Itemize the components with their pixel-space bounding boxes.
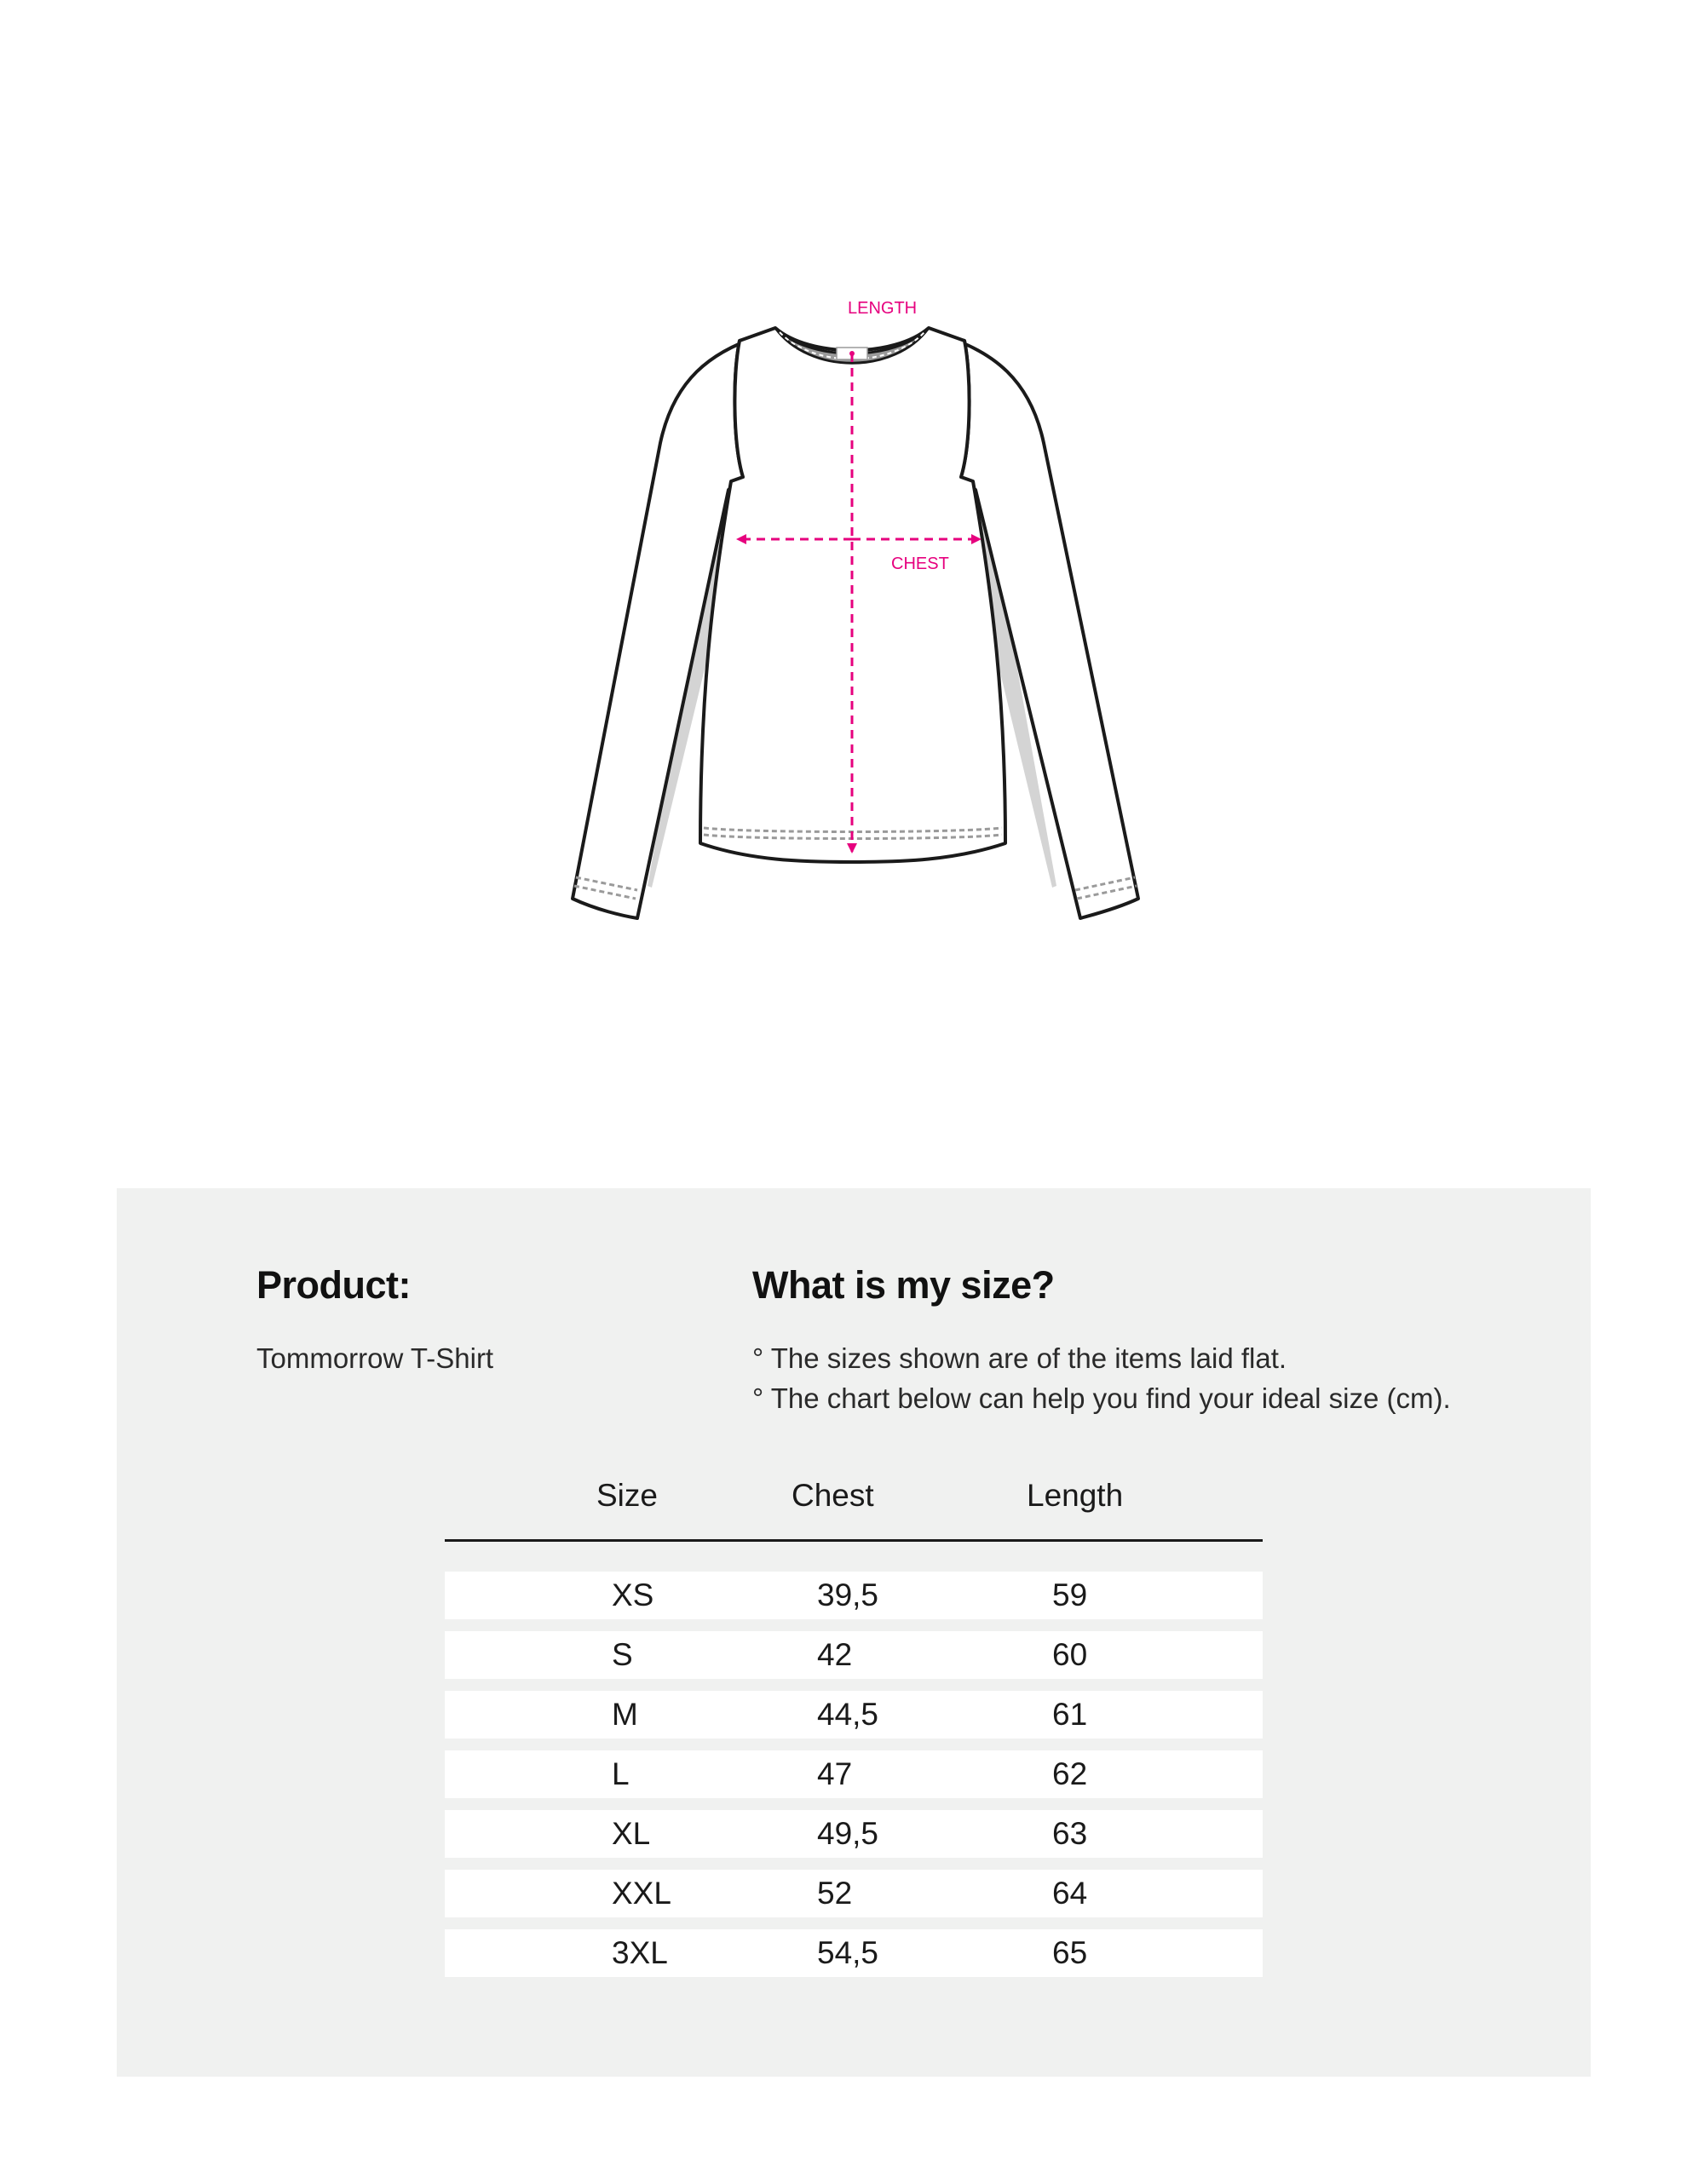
length-cell: 62 (1052, 1756, 1088, 1791)
size-note: ° The sizes shown are of the items laid flat. (752, 1342, 1287, 1374)
table-row (445, 1691, 1263, 1739)
length-cell: 60 (1052, 1637, 1088, 1672)
table-row (445, 1810, 1263, 1858)
length-cell: 61 (1052, 1697, 1088, 1732)
size-note: ° The chart below can help you find your ideal size (cm). (752, 1382, 1451, 1414)
size-cell: S (612, 1637, 633, 1672)
column-header-length: Length (1027, 1478, 1124, 1513)
size-cell: XL (612, 1816, 651, 1851)
length-label: LENGTH (848, 299, 918, 318)
length-cell: 59 (1052, 1578, 1088, 1612)
size-cell: M (612, 1697, 638, 1732)
size-cell: XS (612, 1578, 654, 1612)
chest-cell: 44,5 (817, 1697, 879, 1732)
chest-cell: 39,5 (817, 1578, 879, 1612)
size-cell: 3XL (612, 1935, 668, 1970)
table-row (445, 1750, 1263, 1798)
size-cell: L (612, 1756, 630, 1791)
length-cell: 65 (1052, 1935, 1088, 1970)
product-name: Tommorrow T-Shirt (256, 1342, 494, 1374)
length-cell: 63 (1052, 1816, 1088, 1851)
chest-cell: 47 (817, 1756, 853, 1791)
t-shirt-measurement-diagram (0, 0, 1704, 1022)
chest-cell: 52 (817, 1876, 853, 1911)
header-divider (445, 1539, 1263, 1542)
size-guide-panel (117, 1188, 1591, 2077)
table-row (445, 1631, 1263, 1679)
size-cell: XXL (612, 1876, 671, 1911)
product-heading: Product: (256, 1263, 411, 1307)
table-row (445, 1870, 1263, 1917)
column-header-chest: Chest (792, 1478, 874, 1513)
size-question-heading: What is my size? (752, 1263, 1055, 1307)
table-row (445, 1929, 1263, 1977)
chest-label: CHEST (891, 555, 949, 573)
chest-cell: 42 (817, 1637, 853, 1672)
length-cell: 64 (1052, 1876, 1088, 1911)
column-header-size: Size (596, 1478, 658, 1513)
chest-cell: 49,5 (817, 1816, 879, 1851)
table-row (445, 1572, 1263, 1619)
chest-cell: 54,5 (817, 1935, 879, 1970)
